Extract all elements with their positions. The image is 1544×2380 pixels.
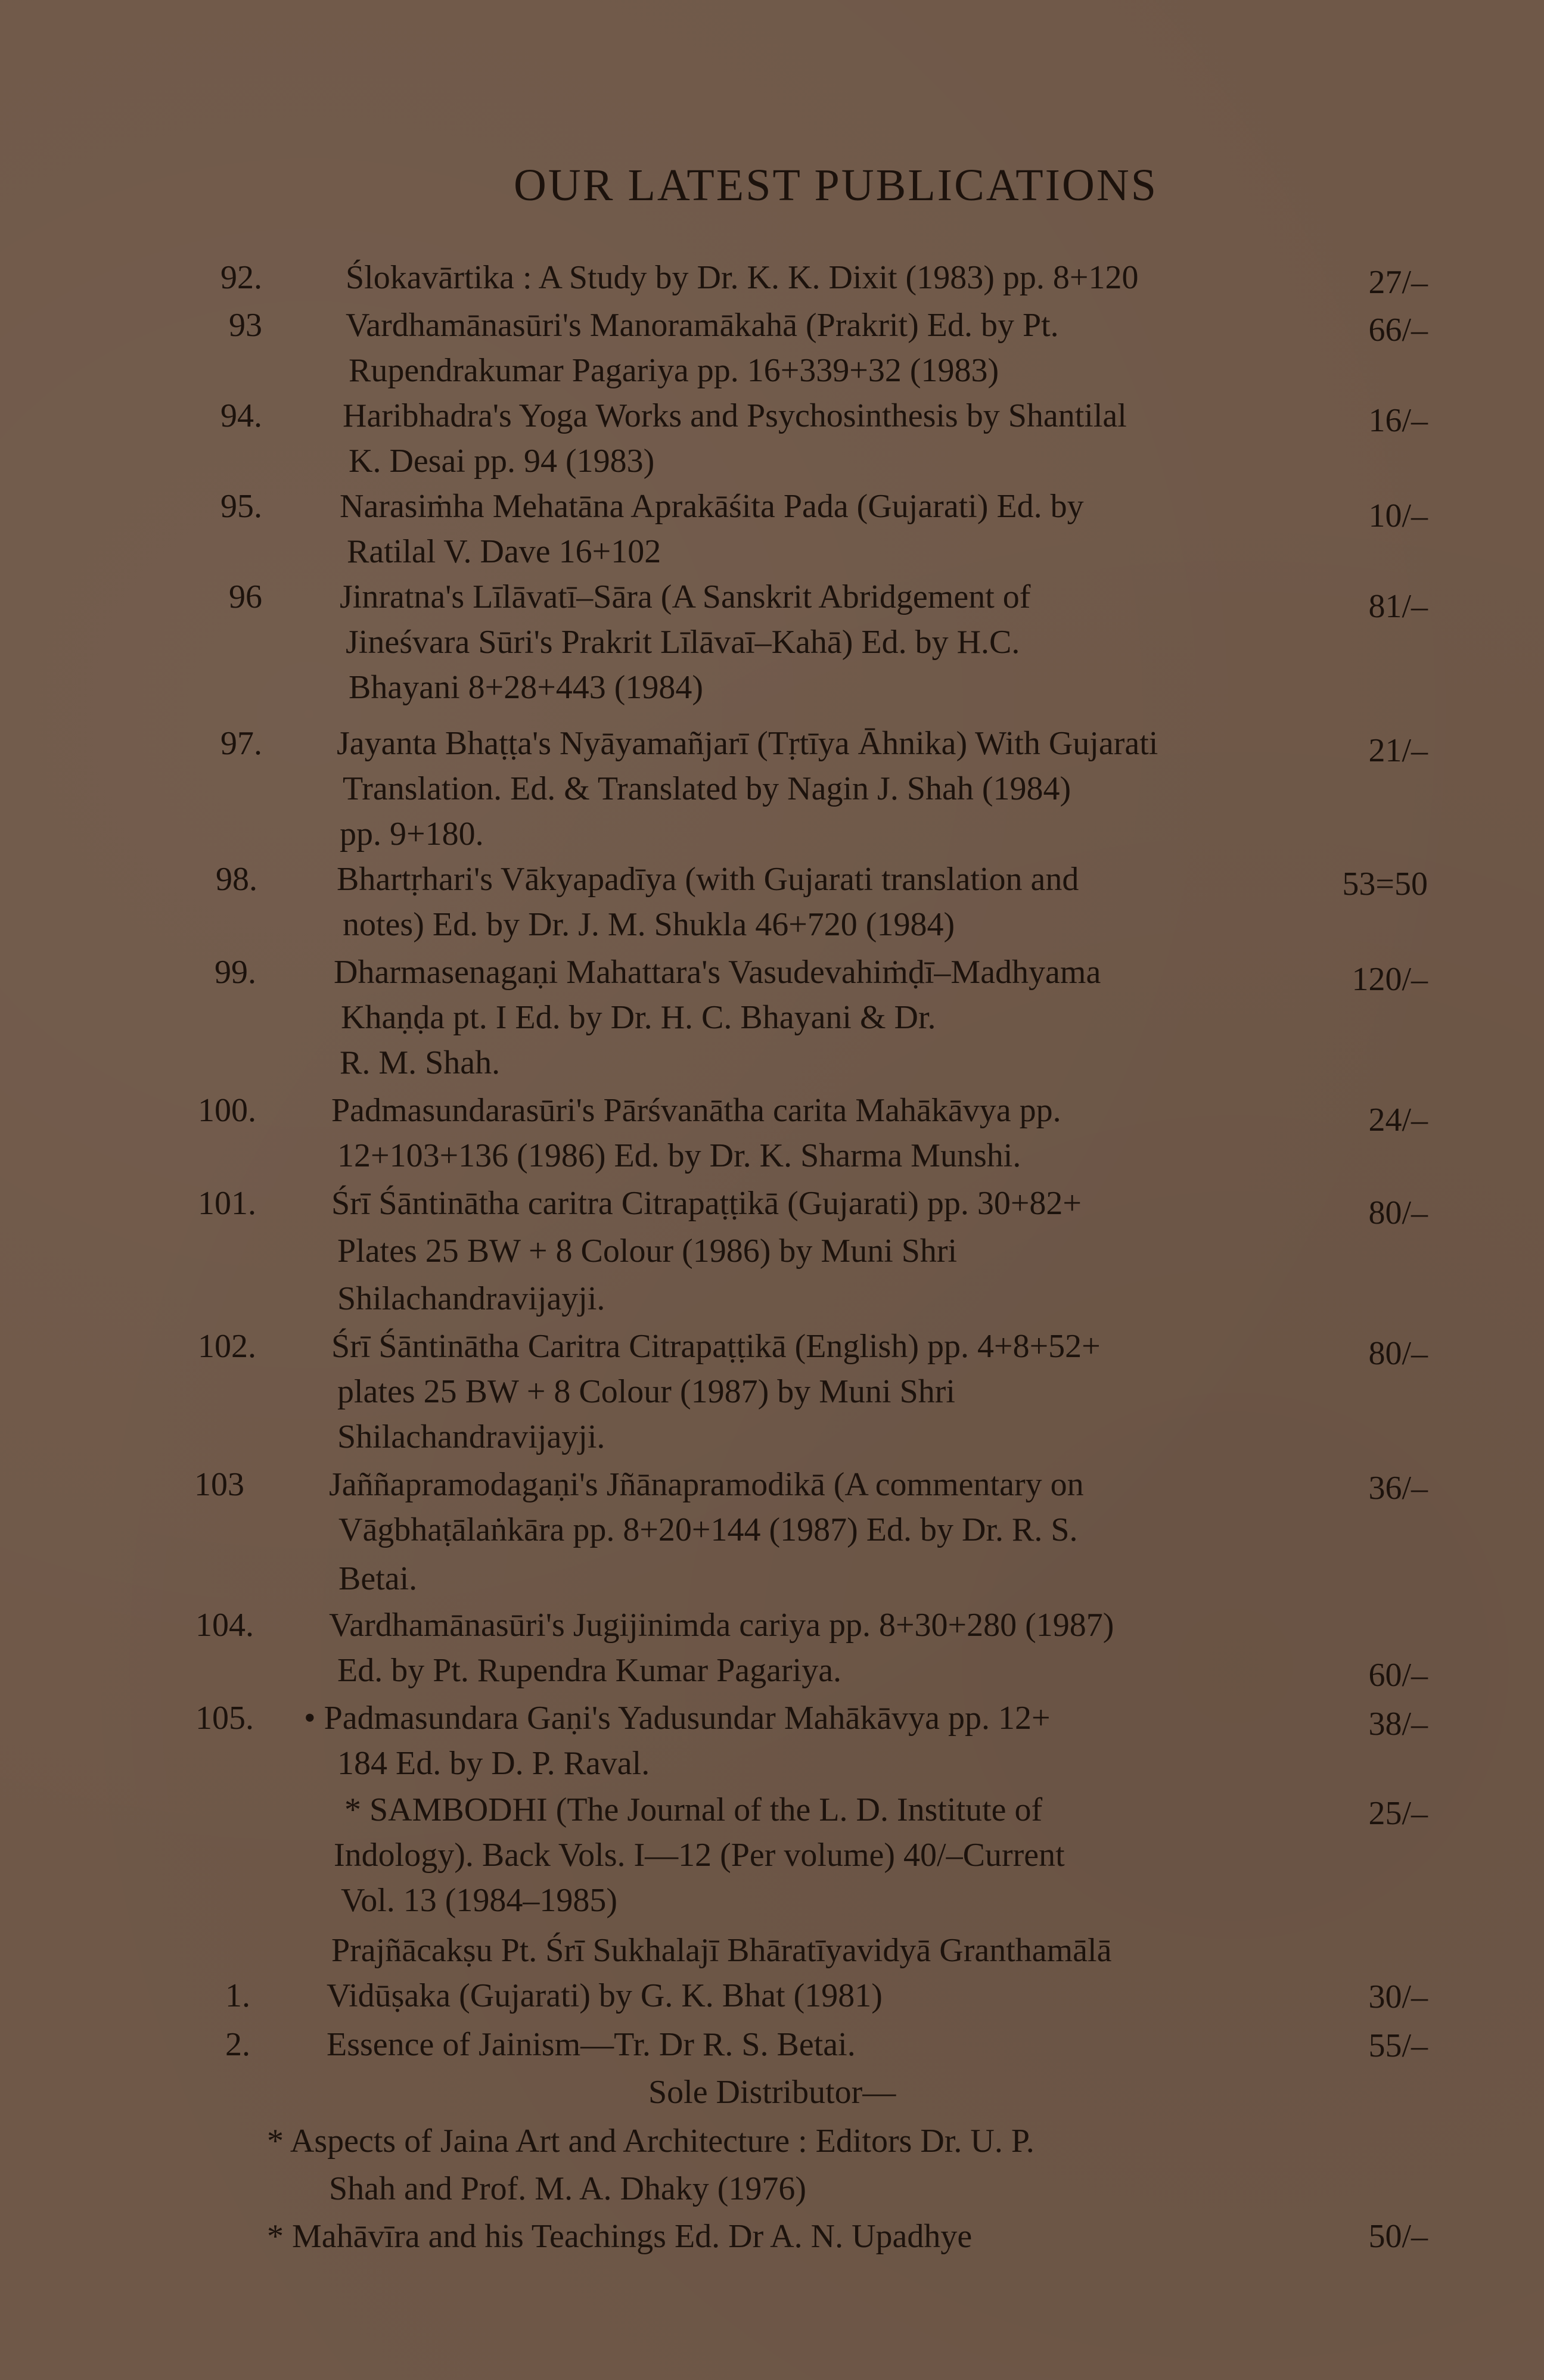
entry-text: Narasiṁha Mehatāna Aprakāśita Pada (Gujarati) Ed. by — [340, 488, 1084, 525]
distributor-label: Sole Distributor— — [648, 2074, 896, 2111]
entry-text: 184 Ed. by D. P. Raval. — [337, 1745, 650, 1782]
entry-number: 98. — [216, 861, 257, 898]
entry-text: Translation. Ed. & Translated by Nagin J. Shah (1984) — [343, 770, 1071, 807]
sambodhi-text: Vol. 13 (1984–1985) — [341, 1882, 618, 1919]
entry-price: 36/– — [1368, 1470, 1428, 1507]
entry-number: 92. — [220, 259, 262, 296]
distributed-text: * Mahāvīra and his Teachings Ed. Dr A. N. Upadhye — [267, 2218, 973, 2255]
entry-text: Shilachandravijayji. — [337, 1280, 605, 1317]
entry-text: • Padmasundara Gaṇi's Yadusundar Mahākāvya pp. 12+ — [304, 1700, 1051, 1737]
entry-text: Plates 25 BW + 8 Colour (1986) by Muni Shri — [337, 1233, 958, 1270]
entry-text: Jayanta Bhaṭṭa's Nyāyamañjarī (Tṛtīya Āhnika) With Gujarati — [337, 725, 1158, 762]
entry-text: Ślokavārtika : A Study by Dr. K. K. Dixit (1983) pp. 8+120 — [346, 259, 1139, 296]
entry-price: 80/– — [1368, 1194, 1428, 1231]
entry-text: Śrī Śāntinātha caritra Citrapaṭṭikā (Gujarati) pp. 30+82+ — [331, 1185, 1082, 1222]
entry-price: 60/– — [1368, 1657, 1428, 1694]
entry-price: 80/– — [1368, 1335, 1428, 1372]
series-heading: Prajñācakṣu Pt. Śrī Sukhalajī Bhāratīyavidyā Granthamālā — [331, 1932, 1112, 1969]
entry-text: Haribhadra's Yoga Works and Psychosinthesis by Shantilal — [343, 397, 1127, 434]
distributed-price: 50/– — [1368, 2218, 1428, 2255]
entry-price: 27/– — [1368, 264, 1428, 301]
series-number: 2. — [225, 2026, 250, 2063]
series-text: Vidūṣaka (Gujarati) by G. K. Bhat (1981) — [327, 1977, 883, 2014]
entry-text: Jineśvara Sūri's Prakrit Līlāvaī–Kahā) Ed. by H.C. — [346, 624, 1020, 661]
entry-text: notes) Ed. by Dr. J. M. Shukla 46+720 (1984) — [343, 906, 955, 943]
entry-text: K. Desai pp. 94 (1983) — [349, 443, 655, 480]
entry-price: 38/– — [1368, 1706, 1428, 1743]
entry-text: Ed. by Pt. Rupendra Kumar Pagariya. — [337, 1652, 842, 1689]
entry-number: 105. — [195, 1700, 254, 1737]
entry-price: 21/– — [1368, 732, 1428, 769]
entry-price: 81/– — [1368, 588, 1428, 625]
entry-text: Shilachandravijayji. — [337, 1418, 605, 1455]
entry-text: Jinratna's Līlāvatī–Sāra (A Sanskrit Abridgement of — [340, 578, 1031, 615]
entry-text: Ratilal V. Dave 16+102 — [347, 533, 661, 570]
entry-text: Bhartṛhari's Vākyapadīya (with Gujarati translation and — [337, 861, 1079, 898]
entry-text: pp. 9+180. — [340, 816, 484, 853]
entry-text: Śrī Śāntinātha Caritra Citrapaṭṭikā (English) pp. 4+8+52+ — [331, 1328, 1101, 1365]
entry-text: Jaññapramodagaṇi's Jñānapramodikā (A commentary on — [329, 1466, 1084, 1503]
distributed-text: Shah and Prof. M. A. Dhaky (1976) — [329, 2170, 807, 2207]
entry-number: 93 — [229, 307, 262, 344]
entry-text: Dharmasenagaṇi Mahattara's Vasudevahiṁḍī–Madhyama — [334, 954, 1101, 991]
entry-number: 97. — [220, 725, 262, 762]
sambodhi-text: Indology). Back Vols. I—12 (Per volume) 40/–Current — [334, 1837, 1065, 1874]
series-price: 30/– — [1368, 1978, 1428, 2015]
entry-number: 94. — [220, 397, 262, 434]
entry-price: 53=50 — [1342, 866, 1428, 903]
entry-text: 12+103+136 (1986) Ed. by Dr. K. Sharma Munshi. — [337, 1137, 1021, 1174]
entry-text: R. M. Shah. — [340, 1044, 501, 1081]
page-title: OUR LATEST PUBLICATIONS — [514, 160, 1158, 210]
entry-number: 100. — [198, 1092, 256, 1129]
series-number: 1. — [225, 1977, 250, 2014]
entry-text: Khaṇḍa pt. I Ed. by Dr. H. C. Bhayani & Dr. — [341, 999, 936, 1036]
entry-number: 95. — [220, 488, 262, 525]
series-text: Essence of Jainism—Tr. Dr R. S. Betai. — [327, 2026, 856, 2063]
distributed-text: * Aspects of Jaina Art and Architecture : Editors Dr. U. P. — [267, 2123, 1034, 2160]
entry-number: 101. — [198, 1185, 256, 1222]
entry-number: 104. — [195, 1607, 254, 1644]
entry-text: Vardhamānasūri's Manoramākahā (Prakrit) Ed. by Pt. — [346, 307, 1059, 344]
entry-price: 10/– — [1368, 497, 1428, 534]
entry-text: Betai. — [338, 1560, 418, 1597]
entry-text: Bhayani 8+28+443 (1984) — [349, 669, 704, 706]
entry-number: 102. — [198, 1328, 256, 1365]
entry-number: 99. — [215, 954, 256, 991]
entry-text: Rupendrakumar Pagariya pp. 16+339+32 (1983) — [349, 352, 999, 389]
entry-price: 66/– — [1368, 312, 1428, 349]
entry-text: Vardhamānasūri's Jugijinimda cariya pp. 8+30+280 (1987) — [329, 1607, 1114, 1644]
series-price: 55/– — [1368, 2027, 1428, 2064]
sambodhi-text: * SAMBODHI (The Journal of the L. D. Institute of — [344, 1791, 1043, 1828]
entry-text: Padmasundarasūri's Pārśvanātha carita Mahākāvya pp. — [331, 1092, 1061, 1129]
entry-text: plates 25 BW + 8 Colour (1987) by Muni Shri — [337, 1373, 955, 1410]
entry-price: 24/– — [1368, 1102, 1428, 1138]
entry-text: Vāgbhaṭālaṅkāra pp. 8+20+144 (1987) Ed. by Dr. R. S. — [338, 1511, 1078, 1548]
entry-price: 120/– — [1352, 961, 1428, 998]
entry-price: 16/– — [1368, 402, 1428, 439]
entry-number: 103 — [194, 1466, 244, 1503]
entry-number: 96 — [229, 578, 262, 615]
sambodhi-price: 25/– — [1368, 1795, 1428, 1832]
